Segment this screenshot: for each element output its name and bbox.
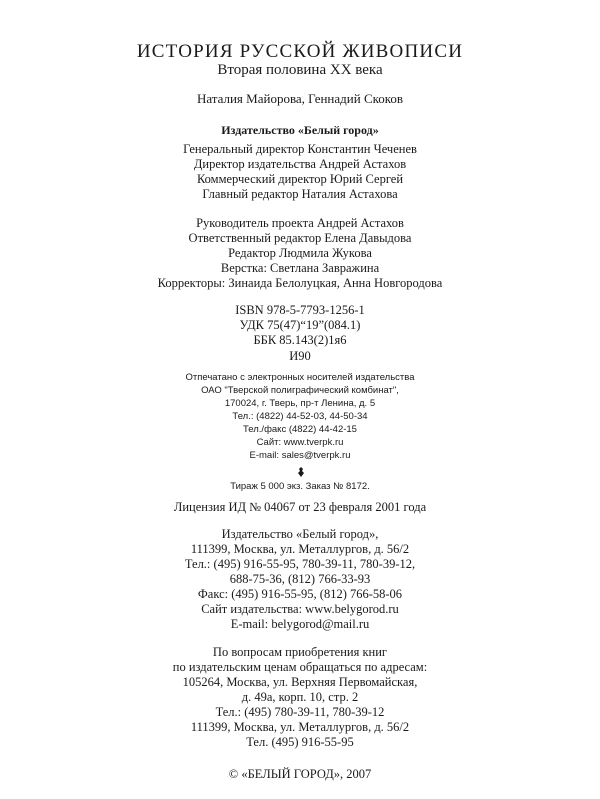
purchase-line: 111399, Москва, ул. Металлургов, д. 56/2: [190, 720, 410, 734]
publisher-contact-line: Тел.: (495) 916-55-95, 780-39-11, 780-39-12,: [184, 557, 416, 571]
credit-line: Редактор Людмила Жукова: [228, 246, 372, 260]
purchase-line: по издательским ценам обращаться по адресам:: [172, 660, 428, 674]
print-run: Тираж 5 000 экз. Заказ № 8172.: [230, 481, 370, 492]
printer-logo-icon: [298, 467, 304, 477]
credit-line: Корректоры: Зинаида Белолуцкая, Анна Новгородова: [157, 276, 443, 290]
publisher-contact-line: Факс: (495) 916-55-95, (812) 766-58-06: [197, 587, 403, 601]
book-subtitle: Вторая половина XX века: [217, 62, 383, 78]
credit-line: Руководитель проекта Андрей Астахов: [196, 216, 404, 230]
purchase-line: Тел. (495) 916-55-95: [246, 735, 354, 749]
printer-line: Тел.: (4822) 44-52-03, 44-50-34: [232, 411, 368, 422]
license: Лицензия ИД № 04067 от 23 февраля 2001 года: [173, 500, 427, 514]
staff-line: Главный редактор Наталия Астахова: [202, 187, 398, 201]
author-mark: И90: [289, 349, 311, 363]
printer-line: E-mail: sales@tverpk.ru: [249, 450, 351, 461]
publisher-contact-line: Сайт издательства: www.belygorod.ru: [201, 602, 399, 616]
publisher-label: Издательство «Белый город»: [221, 123, 379, 137]
printer-line: Отпечатано с электронных носителей издательства: [185, 372, 415, 383]
bbk-code: ББК 85.143(2)1я6: [253, 333, 347, 347]
staff-line: Генеральный директор Константин Чеченев: [183, 142, 417, 156]
printer-line: Тел./факс (4822) 44-42-15: [243, 424, 357, 435]
purchase-line: По вопросам приобретения книг: [212, 645, 388, 659]
credit-line: Верстка: Светлана Завражина: [220, 261, 380, 275]
printer-line: Сайт: www.tverpk.ru: [256, 437, 344, 448]
publisher-contact-line: E-mail: belygorod@mail.ru: [230, 617, 370, 631]
printer-line: 170024, г. Тверь, пр-т Ленина, д. 5: [224, 398, 376, 409]
publisher-contact-line: 688-75-36, (812) 766-33-93: [229, 572, 371, 586]
purchase-line: д. 49а, корп. 10, стр. 2: [241, 690, 359, 704]
book-title: ИСТОРИЯ РУССКОЙ ЖИВОПИСИ: [136, 41, 464, 62]
authors: Наталия Майорова, Геннадий Скоков: [196, 91, 404, 106]
isbn-code: ISBN 978-5-7793-1256-1: [235, 303, 365, 317]
staff-line: Директор издательства Андрей Астахов: [193, 157, 407, 171]
copyright: © «БЕЛЫЙ ГОРОД», 2007: [228, 767, 372, 781]
printer-line: ОАО "Тверской полиграфический комбинат",: [201, 385, 399, 396]
publisher-contact-line: 111399, Москва, ул. Металлургов, д. 56/2: [190, 542, 410, 556]
udc-code: УДК 75(47)“19”(084.1): [239, 318, 361, 332]
publisher-contact-line: Издательство «Белый город»,: [221, 527, 379, 541]
purchase-line: 105264, Москва, ул. Верхняя Первомайская,: [182, 675, 418, 689]
purchase-line: Тел.: (495) 780-39-11, 780-39-12: [215, 705, 385, 719]
credit-line: Ответственный редактор Елена Давыдова: [188, 231, 412, 245]
staff-line: Коммерческий директор Юрий Сергей: [196, 172, 404, 186]
